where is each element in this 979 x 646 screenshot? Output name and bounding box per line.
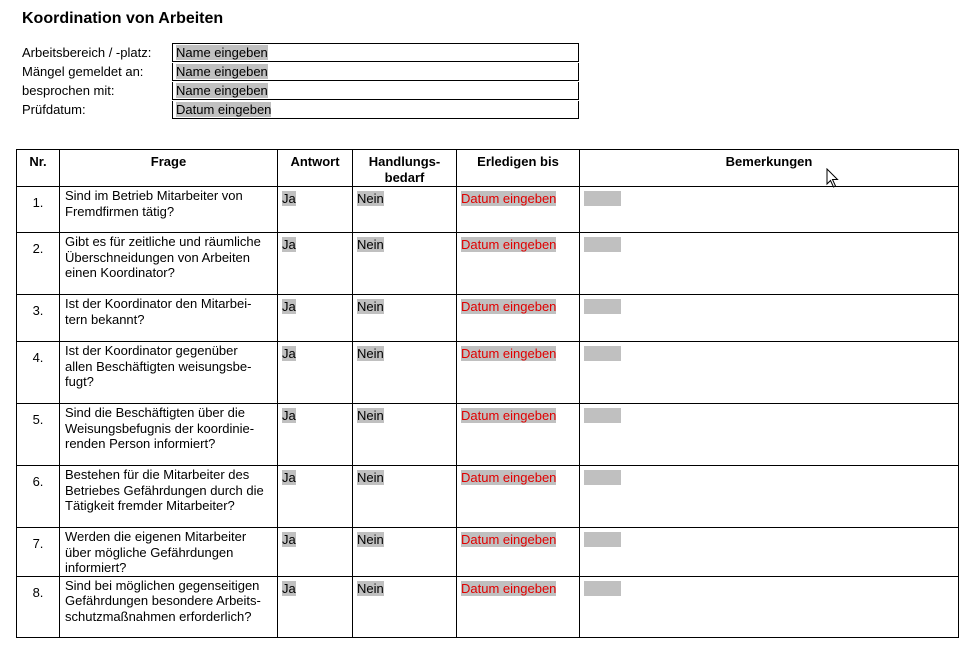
besprochen-field[interactable] xyxy=(172,82,579,100)
table-row xyxy=(17,233,959,295)
row-number: 7. xyxy=(17,528,60,577)
meta-label: Mängel gemeldet an: xyxy=(22,64,144,79)
question-line: Ist der Koordinator gegenüber xyxy=(65,343,238,358)
due-date-field[interactable]: Datum eingeben xyxy=(461,299,557,314)
meta-row-arbeitsbereich xyxy=(22,43,579,62)
action-field[interactable]: Nein xyxy=(357,299,384,314)
answer-cell xyxy=(278,295,353,342)
action-field[interactable]: Nein xyxy=(357,408,384,423)
arrow-pointer-icon xyxy=(826,168,840,188)
answer-cell xyxy=(278,404,353,466)
action-field[interactable]: Nein xyxy=(357,532,384,547)
question-text xyxy=(60,528,278,577)
remarks-field[interactable] xyxy=(584,532,621,547)
header-frage: Frage xyxy=(60,150,278,187)
row-number: 2. xyxy=(17,233,60,295)
question-line: Ist der Koordinator den Mitarbei- xyxy=(65,296,252,311)
question-line: Weisungsbefugnis der koordinie- xyxy=(65,420,255,436)
question-line: allen Beschäftigten weisungsbe- xyxy=(65,358,252,374)
question-line: schutzmaßnahmen erforderlich? xyxy=(65,608,252,624)
row-number: 4. xyxy=(17,342,60,404)
question-line: Werden die eigenen Mitarbeiter xyxy=(65,529,247,544)
action-cell xyxy=(353,295,457,342)
arbeitsbereich-field[interactable] xyxy=(172,43,579,62)
question-text xyxy=(60,187,278,233)
action-cell xyxy=(353,466,457,528)
meta-label: Arbeitsbereich / -platz: xyxy=(22,45,152,60)
remarks-field[interactable] xyxy=(584,346,621,361)
question-line: Betriebes Gefährdungen durch die xyxy=(65,482,264,498)
remarks-cell xyxy=(580,233,959,295)
remarks-cell xyxy=(580,342,959,404)
header-row xyxy=(17,150,959,187)
due-cell xyxy=(457,528,580,577)
due-cell xyxy=(457,404,580,466)
remarks-cell xyxy=(580,528,959,577)
table-row xyxy=(17,187,959,233)
due-date-field[interactable]: Datum eingeben xyxy=(461,580,557,596)
due-date-field[interactable]: Datum eingeben xyxy=(461,408,557,423)
question-line: tern bekannt? xyxy=(65,311,145,327)
answer-cell xyxy=(278,576,353,637)
meta-row-maengel xyxy=(22,62,579,81)
action-cell xyxy=(353,233,457,295)
question-line: renden Person informiert? xyxy=(65,436,216,451)
remarks-field[interactable] xyxy=(584,408,621,423)
due-cell xyxy=(457,342,580,404)
due-cell xyxy=(457,466,580,528)
question-text xyxy=(60,342,278,404)
row-number: 3. xyxy=(17,295,60,342)
question-line: Sind im Betrieb Mitarbeiter von xyxy=(65,188,243,203)
due-cell xyxy=(457,233,580,295)
remarks-field[interactable] xyxy=(584,299,621,314)
remarks-cell xyxy=(580,404,959,466)
question-line: Gibt es für zeitliche und räumliche xyxy=(65,234,261,249)
question-text xyxy=(60,466,278,528)
meta-row-pruefdatum xyxy=(22,100,579,119)
remarks-field[interactable] xyxy=(584,470,621,485)
header-handlungsbedarf xyxy=(353,150,457,187)
question-line: Gefährdungen besondere Arbeits- xyxy=(65,593,261,608)
question-line: Bestehen für die Mitarbeiter des xyxy=(65,467,250,482)
field-value[interactable]: Name eingeben xyxy=(176,63,268,79)
question-text xyxy=(60,233,278,295)
table-row xyxy=(17,466,959,528)
due-date-field[interactable]: Datum eingeben xyxy=(461,532,557,547)
action-field[interactable]: Nein xyxy=(357,237,384,252)
question-line: Sind die Beschäftigten über die xyxy=(65,405,245,420)
due-cell xyxy=(457,187,580,233)
due-date-field[interactable]: Datum eingeben xyxy=(461,191,557,206)
answer-field[interactable]: Ja xyxy=(282,237,296,252)
remarks-cell xyxy=(580,187,959,233)
remarks-field[interactable] xyxy=(584,191,621,206)
question-line: informiert? xyxy=(65,560,127,575)
remarks-field[interactable] xyxy=(584,237,621,252)
answer-cell xyxy=(278,528,353,577)
action-cell xyxy=(353,404,457,466)
answer-cell xyxy=(278,187,353,233)
question-line: Sind bei möglichen gegenseitigen xyxy=(65,577,260,593)
answer-cell xyxy=(278,466,353,528)
due-date-field[interactable]: Datum eingeben xyxy=(461,237,557,252)
due-cell xyxy=(457,576,580,637)
remarks-cell xyxy=(580,576,959,637)
due-date-field[interactable]: Datum eingeben xyxy=(461,470,557,485)
action-cell xyxy=(353,187,457,233)
maengel-field[interactable] xyxy=(172,63,579,81)
field-value[interactable]: Name eingeben xyxy=(176,45,268,60)
question-line: Tätigkeit fremder Mitarbeiter? xyxy=(65,498,235,513)
table-row xyxy=(17,528,959,577)
question-line: einen Koordinator? xyxy=(65,265,175,280)
table-row xyxy=(17,404,959,466)
remarks-field[interactable] xyxy=(584,581,621,596)
answer-field[interactable]: Ja xyxy=(282,408,296,423)
remarks-cell xyxy=(580,295,959,342)
answer-field[interactable]: Ja xyxy=(282,532,296,547)
due-date-field[interactable]: Datum eingeben xyxy=(461,346,557,361)
field-value[interactable]: Name eingeben xyxy=(176,82,268,98)
question-text xyxy=(60,576,278,637)
meta-label: besprochen mit: xyxy=(22,83,115,98)
answer-field[interactable]: Ja xyxy=(282,299,296,314)
answer-cell xyxy=(278,233,353,295)
pruefdatum-field[interactable] xyxy=(172,101,579,119)
row-number: 8. xyxy=(17,576,60,637)
answer-field[interactable]: Ja xyxy=(282,470,296,485)
header-handlung-line1: Handlungs- xyxy=(368,154,441,169)
answer-field[interactable]: Ja xyxy=(282,580,296,596)
question-text xyxy=(60,404,278,466)
remarks-cell xyxy=(580,466,959,528)
action-field[interactable]: Nein xyxy=(357,346,384,361)
due-cell xyxy=(457,295,580,342)
meta-row-besprochen xyxy=(22,81,579,100)
header-bemerkungen: Bemerkungen xyxy=(580,150,959,187)
header-erledigen: Erledigen bis xyxy=(457,150,580,187)
meta-label: Prüfdatum: xyxy=(22,102,86,117)
answer-cell xyxy=(278,342,353,404)
table-row xyxy=(17,342,959,404)
document-title: Koordination von Arbeiten xyxy=(22,10,224,27)
checklist-table xyxy=(16,149,959,638)
table-row xyxy=(17,576,959,637)
row-number: 6. xyxy=(17,466,60,528)
action-field[interactable]: Nein xyxy=(357,191,384,206)
question-line: Fremdfirmen tätig? xyxy=(65,203,175,219)
answer-field[interactable]: Ja xyxy=(282,191,296,206)
action-cell xyxy=(353,342,457,404)
row-number: 1. xyxy=(17,187,60,233)
header-antwort: Antwort xyxy=(278,150,353,187)
header-handlung-line2: bedarf xyxy=(384,170,425,185)
action-cell xyxy=(353,576,457,637)
answer-field[interactable]: Ja xyxy=(282,346,296,361)
question-text xyxy=(60,295,278,342)
question-line: Überschneidungen von Arbeiten xyxy=(65,249,251,265)
action-field[interactable]: Nein xyxy=(357,470,384,485)
row-number: 5. xyxy=(17,404,60,466)
question-line: fugt? xyxy=(65,374,94,389)
table-row xyxy=(17,295,959,342)
action-field[interactable]: Nein xyxy=(357,580,384,596)
field-value[interactable]: Datum eingeben xyxy=(176,101,272,117)
question-line: über mögliche Gefährdungen xyxy=(65,544,234,560)
meta-block xyxy=(22,43,579,119)
action-cell xyxy=(353,528,457,577)
header-nr: Nr. xyxy=(17,150,60,187)
